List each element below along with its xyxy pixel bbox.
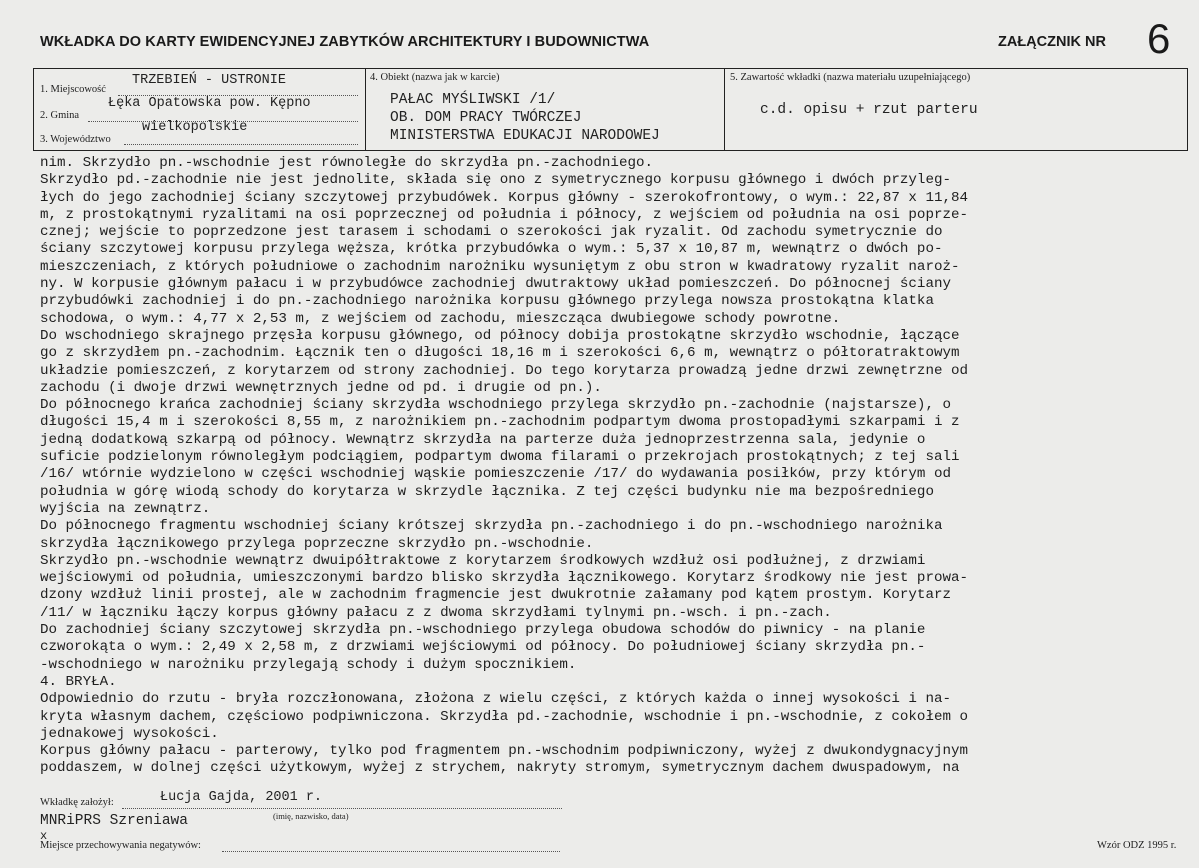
- text-line: Do zachodniej ściany szczytowej skrzydła pn.-wschodniego przylega obudowa schodów do piwnicy - na planie: [40, 622, 926, 639]
- object-label: 4. Obiekt (nazwa jak w karcie): [370, 72, 500, 83]
- metadata-divider-2: [724, 68, 725, 151]
- text-line: czworokąta o wym.: 2,49 x 2,58 m, z drzwiami wejściowymi od północy. Do południowej ściany skrzydła pn.-: [40, 639, 926, 656]
- text-line: ny. W korpusie głównym pałacu i w przybudówce zachodniej dwutraktowy układ pomieszczeń. Do północnej ściany: [40, 276, 951, 293]
- author-note: (imię, nazwisko, data): [273, 811, 349, 821]
- voivodeship-value: wielkopolskie: [142, 120, 248, 135]
- text-line: nim. Skrzydło pn.-wschodnie jest równoległe do skrzydła pn.-zachodniego.: [40, 155, 653, 171]
- voivodeship-dots: [124, 144, 358, 145]
- storage-label: Miejsce przechowywania negatywów:: [40, 840, 201, 851]
- text-line: m, z prostokątnymi ryzalitami na osi poprzecznej od południa i północy, z wejściem od południa na osi poprze-: [40, 206, 969, 223]
- text-line: jednakowej wysokości.: [40, 725, 219, 742]
- text-line: Do wschodniego skrajnego przęsła korpusu głównego, od północy dobija prostokątne skrzydło wschodnie, łączące: [40, 327, 960, 344]
- text-line: suficie podzielonym równoległym podciągiem, podpartym dwoma filarami o przekrojach prostokątnych; z tej sali: [40, 449, 960, 466]
- form-title: WKŁADKA DO KARTY EWIDENCYJNEJ ZABYTKÓW ARCHITEKTURY I BUDOWNICTWA: [40, 34, 650, 50]
- text-line: Skrzydło pn.-wschodnie wewnątrz dwuipółtraktowe z korytarzem środkowych wzdłuż osi podłużnej, z drzwiami: [40, 552, 926, 569]
- locality-value: TRZEBIEŃ - USTRONIE: [132, 73, 286, 88]
- text-line: -wschodniego w narożniku przylegają schody i dużym spocznikiem.: [40, 656, 577, 673]
- text-line: Odpowiednio do rzutu - bryła rozczłonowana, złożona z wielu części, z których każda o innej wysokości i na-: [40, 691, 951, 708]
- author-label: Wkładkę założył:: [40, 797, 114, 808]
- author-dots: [122, 808, 562, 809]
- text-line: schodowa, o wym.: 4,77 x 2,53 m, z wejściem od zachodu, mieszcząca dwubiegowe schody powrotne.: [40, 310, 841, 327]
- text-line: Do północnego fragmentu wschodniej ściany krótszej skrzydła pn.-zachodniego i do pn.-wschodniego narożnika: [40, 518, 943, 535]
- storage-dots: [222, 851, 560, 852]
- text-line: kryta własnym dachem, częściowo podpiwniczona. Skrzydła pd.-zachodnie, wschodnie i pn.-wschodnie, z cokołem o: [40, 708, 969, 725]
- commune-value: Łęka Opatowska pow. Kępno: [108, 96, 311, 111]
- annex-label: ZAŁĄCZNIK NR: [998, 34, 1106, 50]
- text-line: 4. BRYŁA.: [40, 673, 117, 690]
- annex-number: 6: [1147, 15, 1171, 62]
- text-line: ściany szczytowej korpusu przylega węższa, krótka przybudówka o wym.: 5,37 x 10,87 m, wewnątrz o dwóch po-: [40, 241, 943, 258]
- form-code: Wzór ODZ 1995 r.: [1097, 840, 1177, 851]
- text-line: jedną dodatkową szkarpą od północy. Wewnątrz skrzydła na parterze duża jednoprzestrzenna sala, jedynie o: [40, 431, 926, 448]
- text-line: wyjścia na zewnątrz.: [40, 500, 211, 517]
- text-line: wejściowymi od południa, umieszczonymi bardzo blisko skrzydła łącznikowego. Korytarz środkowy nie jest prowa-: [40, 570, 969, 587]
- text-line: go z skrzydłem pn.-zachodnim. Łącznik ten o długości 18,16 m i szerokości 6,6 m, wewnątrz o półtoratraktowym: [40, 345, 960, 362]
- contents-label: 5. Zawartość wkładki (nazwa materiału uzupełniającego): [730, 72, 971, 83]
- voivodeship-label: 3. Województwo: [40, 134, 111, 145]
- metadata-divider-1: [365, 68, 366, 151]
- text-line: dzony wzdłuż linii prostej, ale w zachodnim fragmencie jest dwukrotnie załamany pod kątem prostym. Korytarz: [40, 587, 951, 604]
- object-line-2: OB. DOM PRACY TWÓRCZEJ: [390, 110, 582, 126]
- text-line: długości 15,4 m i szerokości 8,55 m, z narożnikiem pn.-zachodnim podpartym dwoma prostopadłymi szkarpami i z: [40, 414, 960, 431]
- text-line: zachodu (i dwoje drzwi wewnętrznych jedne od pd. i drugie od pn.).: [40, 379, 602, 396]
- text-line: skrzydła łącznikowego przylega poprzeczne skrzydło pn.-wschodnie.: [40, 535, 594, 552]
- text-line: Do północnego krańca zachodniej ściany skrzydła wschodniego przylega skrzydło pn.-zachodnie (najstarsze), o: [40, 397, 951, 414]
- text-line: przybudówki zachodniej i do pn.-zachodniego narożnika korpusu głównego przylega nowsza prostokątna klatka: [40, 293, 934, 310]
- text-line: mieszczeniach, z których południowe o zachodnim narożniku wysuniętym z obu stron w kwadratowy ryzalit naroż-: [40, 258, 960, 275]
- storage-value: MNRiPRS Szreniawa: [40, 813, 188, 829]
- object-line-3: MINISTERSTWA EDUKACJI NARODOWEJ: [390, 128, 660, 144]
- text-line: Skrzydło pd.-zachodnie nie jest jednolite, składa się ono z symetrycznego korpusu głównego i dwóch przyleg-: [40, 172, 951, 189]
- text-line: układzie pomieszczeń, z korytarzem od strony zachodniej. Do tego korytarza prowadzą jedne drzwi zewnętrzne od: [40, 362, 969, 379]
- text-line: Korpus główny pałacu - parterowy, tylko pod fragmentem pn.-wschodnim podpiwniczony, wyżej z dwukondygnacyjnym: [40, 743, 969, 760]
- commune-label: 2. Gmina: [40, 110, 80, 121]
- text-line: łych do jego zachodniej ściany szczytowej przybudówek. Korpus główny - szerokofrontowy, o wym.: 22,87 x 11,84: [40, 189, 969, 206]
- text-line: /11/ w łączniku łączy korpus główny pałacu z z dwoma skrzydłami tylnymi pn.-wsch. i pn.-zach.: [40, 604, 832, 621]
- description-text: [40, 155, 1168, 778]
- text-line: /16/ wtórnie wydzielono w części wschodniej wąskie pomieszczenie /17/ do wydawania posiłków, przy którym od: [40, 466, 951, 483]
- text-line: cznej; wejście to poprzedzone jest tarasem i schodami o szerokości jak ryzalit. Od zachodu symetrycznie do: [40, 224, 943, 241]
- contents-value: c.d. opisu + rzut parteru: [760, 102, 978, 118]
- object-line-1: PAŁAC MYŚLIWSKI /1/: [390, 92, 556, 108]
- text-line: południa w górę wiodą schody do korytarza w skrzydle łącznika. Z tej części budynku nie ma bezpośredniego: [40, 483, 934, 500]
- storage-mark: x: [40, 829, 48, 843]
- text-line: poddaszem, w dolnej części użytkowym, wyżej z strychem, nakryty stromym, symetrycznym dachem dwuspadowym, na: [40, 760, 960, 777]
- author-value: Łucja Gajda, 2001 r.: [160, 790, 323, 805]
- locality-label: 1. Miejscowość: [40, 84, 106, 95]
